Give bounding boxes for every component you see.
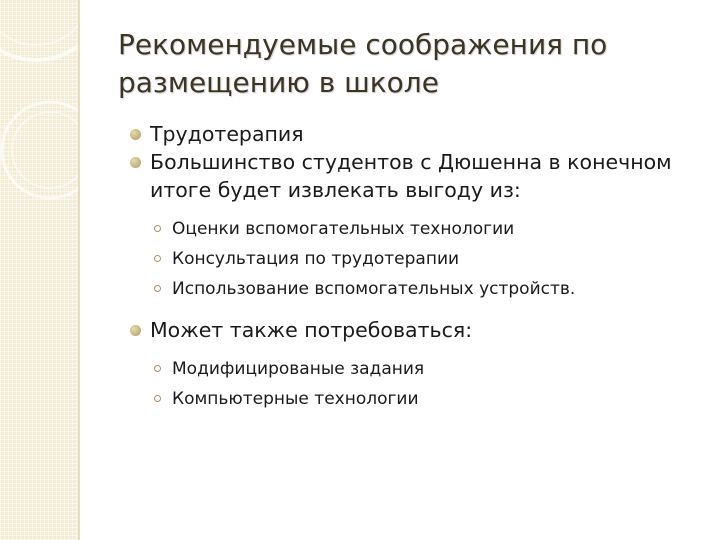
side-divider	[78, 0, 80, 540]
sub-bullet-text: Модифицированые задания	[172, 359, 425, 379]
sub-bullet-text: Оценки вспомогательных технологии	[172, 219, 515, 239]
decorative-side-panel	[0, 0, 78, 540]
decorative-circles-graphic	[0, 0, 78, 540]
sub-bullet-item	[130, 244, 700, 274]
round-bullet-icon	[130, 157, 141, 168]
sub-bullet-item	[130, 274, 700, 304]
bullet-text: Трудотерапия	[150, 122, 304, 146]
bullet-item	[130, 316, 700, 344]
bullet-item	[130, 148, 700, 204]
slide-title-line-1: Рекомендуемые соображения по	[118, 28, 608, 61]
ring-bullet-icon	[154, 255, 161, 262]
sub-bullet-text: Консультация по трудотерапии	[172, 249, 460, 269]
bullet-text: Может также потребоваться:	[150, 318, 473, 342]
bullet-item	[130, 120, 700, 148]
ring-bullet-icon	[154, 395, 161, 402]
round-bullet-icon	[130, 129, 141, 140]
ring-bullet-icon	[154, 225, 161, 232]
ring-bullet-icon	[154, 365, 161, 372]
ring-bullet-icon	[154, 285, 161, 292]
round-bullet-icon	[130, 325, 141, 336]
slide-title	[118, 26, 698, 102]
sub-bullet-item	[130, 214, 700, 244]
slide-body	[130, 120, 700, 414]
bullet-text: Большинство студентов с Дюшенна в конечном итоге будет извлекать выгоду из:	[150, 150, 672, 202]
sub-bullet-item	[130, 354, 700, 384]
sub-bullet-text: Компьютерные технологии	[172, 389, 419, 409]
sub-bullet-text: Использование вспомогательных устройств.	[172, 279, 576, 299]
slide-title-line-2: размещению в школе	[118, 66, 439, 99]
sub-bullet-item	[130, 384, 700, 414]
